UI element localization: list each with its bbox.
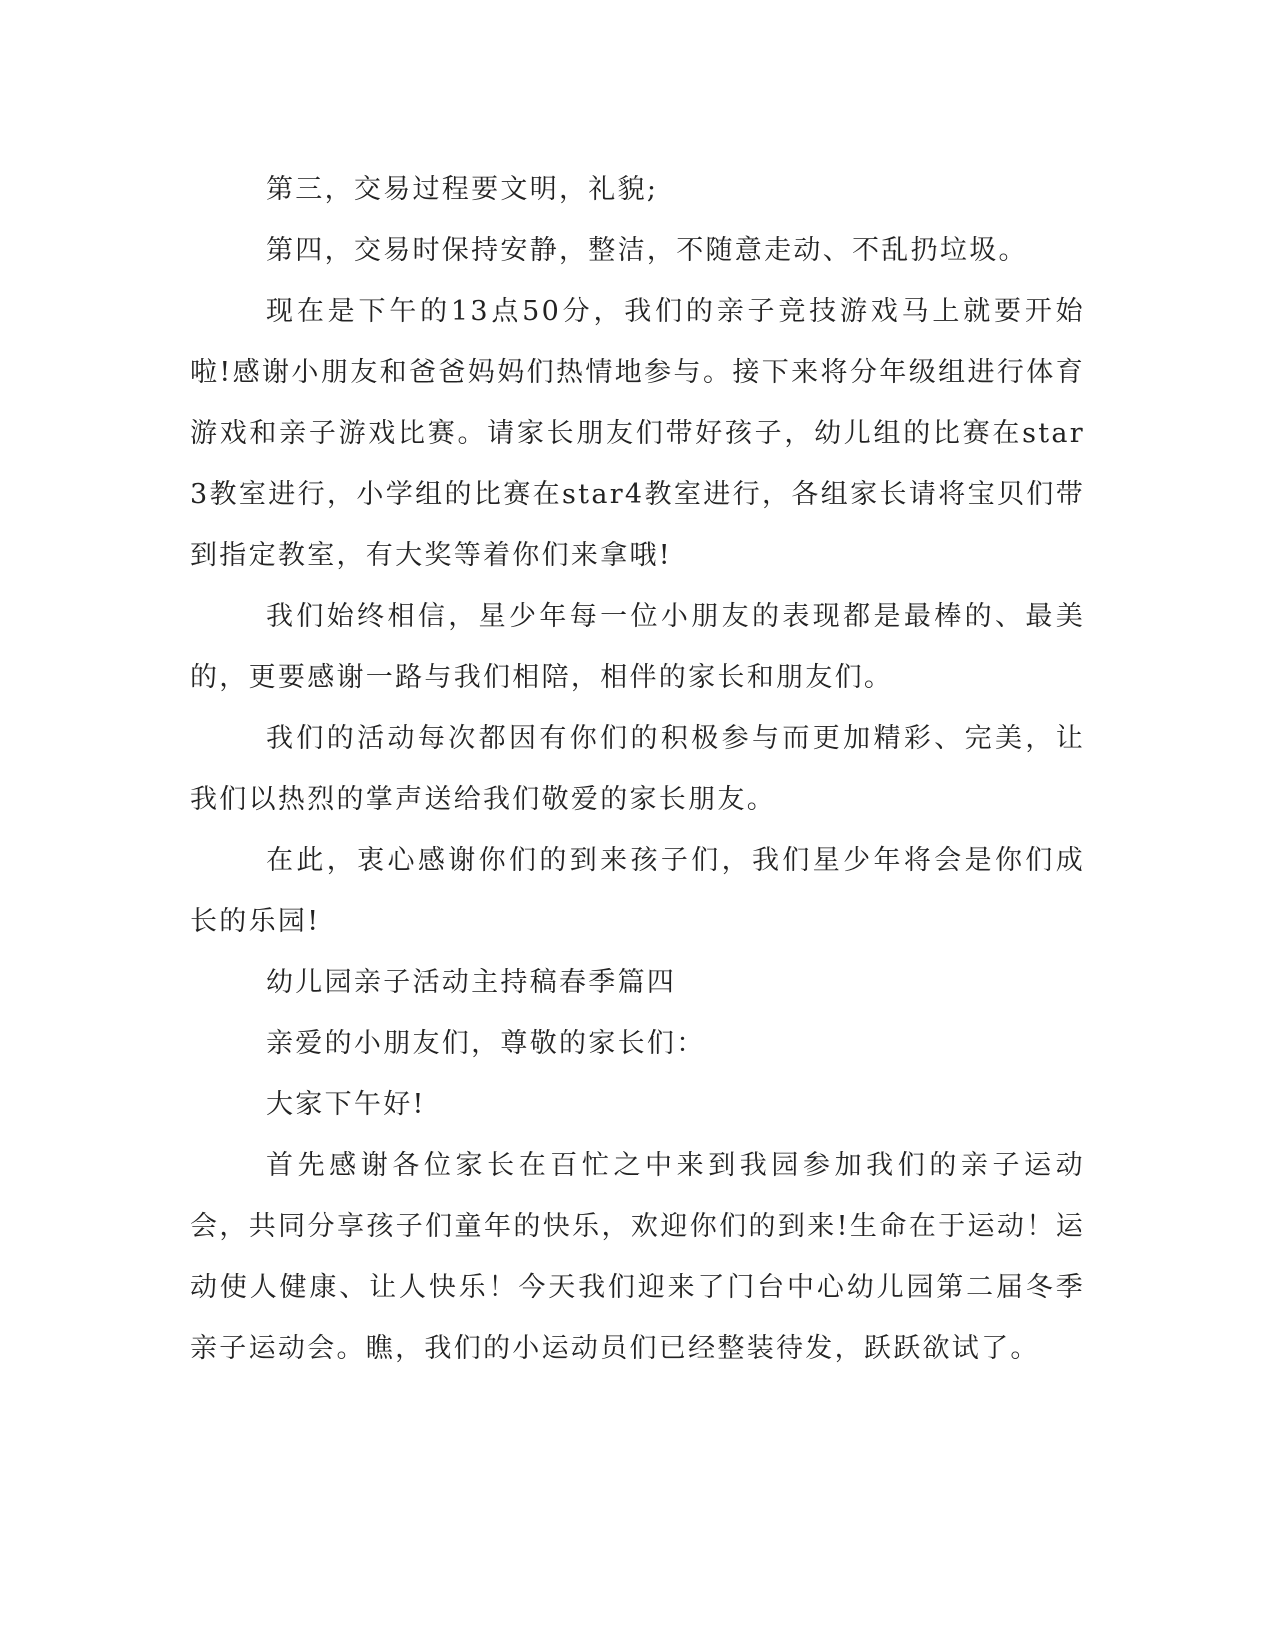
section-heading: 幼儿园亲子活动主持稿春季篇四 xyxy=(266,967,677,998)
paragraph: 首先感谢各位家长在百忙之中来到我园参加我们的亲子运动会，共同分享孩子们童年的快乐，欢迎你们的到来!生命在于运动！运动使人健康、让人快乐！今天我们迎来了门台中心幼儿园第二届冬季亲子运动会。瞧，我们的小运动员们已经整装待发，跃跃欲试了。 xyxy=(190,1150,1085,1364)
paragraph: 第四，交易时保持安静，整洁，不随意走动、不乱扔垃圾。 xyxy=(266,235,1028,266)
paragraph: 第三，交易过程要文明，礼貌; xyxy=(266,174,659,205)
paragraph: 我们的活动每次都因有你们的积极参与而更加精彩、完美，让我们以热烈的掌声送给我们敬爱的家长朋友。 xyxy=(190,723,1085,815)
paragraph: 现在是下午的13点50分，我们的亲子竞技游戏马上就要开始啦!感谢小朋友和爸爸妈妈们热情地参与。接下来将分年级组进行体育游戏和亲子游戏比赛。请家长朋友们带好孩子，幼儿组的比赛在star3教室进行，小学组的比赛在star4教室进行，各组家长请将宝贝们带到指定教室，有大奖等着你们来拿哦! xyxy=(190,296,1085,571)
salutation: 亲爱的小朋友们，尊敬的家长们： xyxy=(266,1028,706,1059)
paragraph: 我们始终相信，星少年每一位小朋友的表现都是最棒的、最美的，更要感谢一路与我们相陪，相伴的家长和朋友们。 xyxy=(190,601,1085,693)
paragraph: 在此，衷心感谢你们的到来孩子们，我们星少年将会是你们成长的乐园! xyxy=(190,845,1085,937)
greeting: 大家下午好! xyxy=(266,1089,426,1120)
document-body xyxy=(190,159,1085,1379)
